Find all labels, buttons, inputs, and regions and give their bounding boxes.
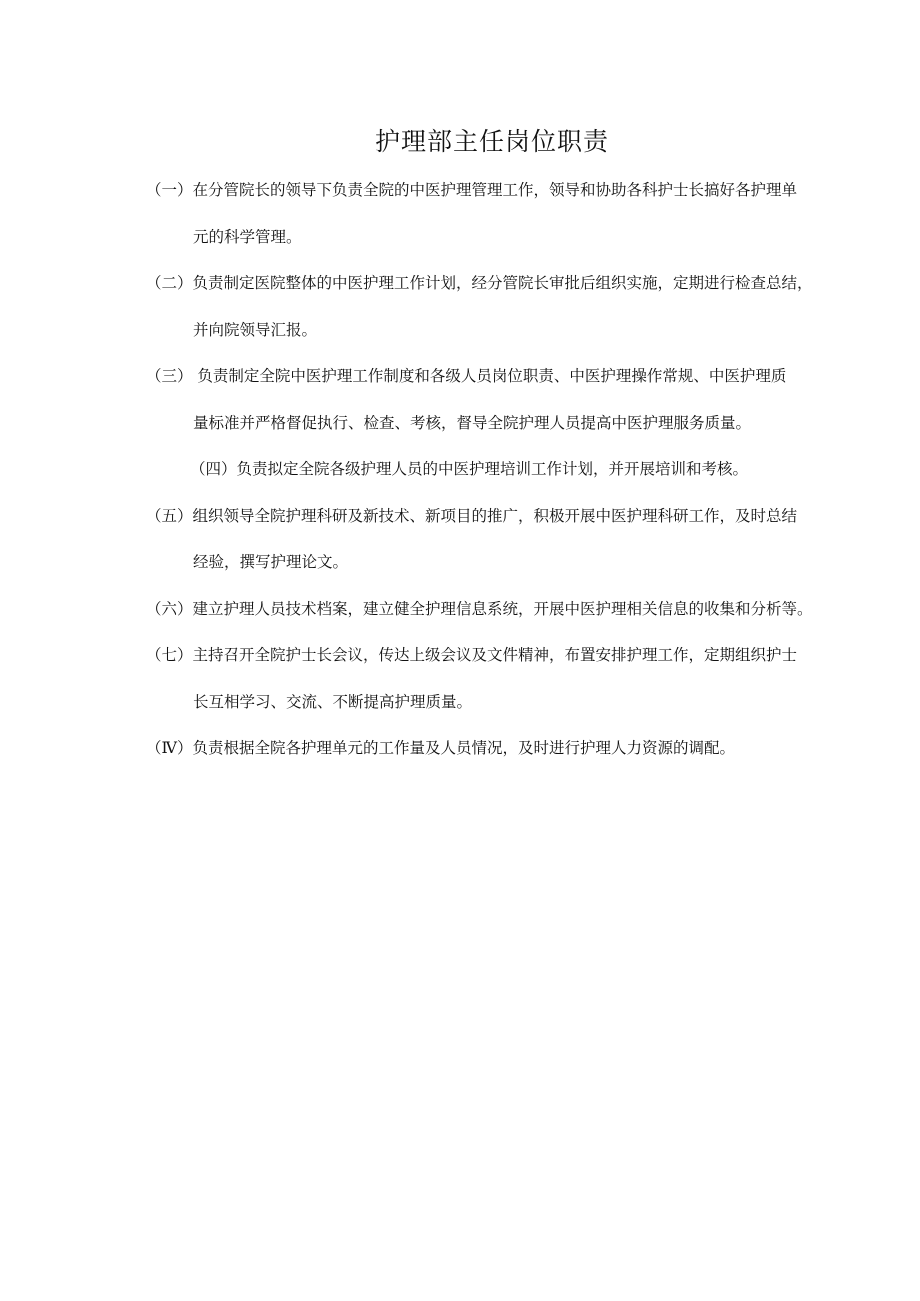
item-1-line-2: 元的科学管理。 [193, 228, 302, 246]
item-3-line-1: （三） 负责制定全院中医护理工作制度和各级人员岗位职责、中医护理操作常规、中医护理质 [146, 367, 787, 385]
item-4-line-1: （四）负责拟定全院各级护理人员的中医护理培训工作计划，并开展培训和考核。 [190, 460, 749, 478]
item-2-line-1: （二）负责制定医院整体的中医护理工作计划，经分管院长审批后组织实施，定期进行检查总结， [146, 274, 813, 292]
item-5-line-2: 经验，撰写护理论文。 [193, 553, 349, 571]
item-5-line-1: （五）组织领导全院护理科研及新技术、新项目的推广，积极开展中医护理科研工作，及时总结 [146, 507, 798, 525]
item-7-line-1: （七）主持召开全院护士长会议，传达上级会议及文件精神，布置安排护理工作，定期组织护士 [146, 646, 798, 664]
item-3-line-2: 量标准并严格督促执行、检查、考核，督导全院护理人员提高中医护理服务质量。 [193, 414, 752, 432]
item-1-line-1: （一）在分管院长的领导下负责全院的中医护理管理工作，领导和协助各科护士长搞好各护理单 [146, 181, 798, 199]
item-8-line-1: （Ⅳ）负责根据全院各护理单元的工作量及人员情况，及时进行护理人力资源的调配。 [146, 739, 735, 757]
document-title: 护理部主任岗位职责 [374, 127, 609, 156]
item-2-line-2: 并向院领导汇报。 [193, 321, 318, 339]
item-6-line-1: （六）建立护理人员技术档案，建立健全护理信息系统，开展中医护理相关信息的收集和分析等。 [146, 600, 813, 618]
item-7-line-2: 长互相学习、交流、不断提高护理质量。 [193, 693, 473, 711]
